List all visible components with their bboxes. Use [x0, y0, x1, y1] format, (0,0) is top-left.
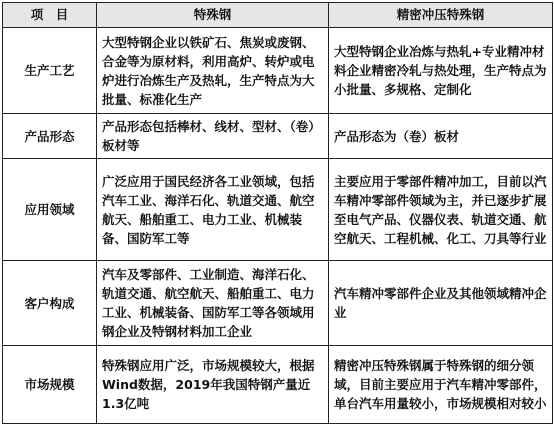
special-steel-cell: 大型特钢企业以铁矿石、焦炭或废钢、合金等为原材料，利用高炉、转炉或电炉进行冶炼生产及热轧，生产特点为大批量、标准化生产: [97, 28, 329, 114]
comparison-table: [2, 2, 553, 424]
special-steel-cell: 产品形态包括棒材、线材、型材、（卷）板材等: [97, 114, 329, 159]
row-label: 应用领域: [3, 159, 97, 261]
header-item: 项 目: [3, 3, 97, 28]
table-row: [3, 28, 553, 114]
header-precision-steel: 精密冲压特殊钢: [329, 3, 553, 28]
precision-steel-cell: 主要应用于零部件精冲加工，目前以汽车精冲零部件领域为主，并已逐步扩展至电气产品、仪器仪表、轨道交通、航空航天、工程机械、化工、刀具等行业: [329, 159, 553, 261]
table-row: [3, 114, 553, 159]
special-steel-cell: 广泛应用于国民经济各工业领域，包括汽车工业、海洋石化、轨道交通、航空航天、船舶重工、电力工业、机械装备、国防军工等: [97, 159, 329, 261]
table-row: [3, 159, 553, 261]
table-row: [3, 346, 553, 424]
special-steel-cell: 汽车及零部件、工业制造、海洋石化、轨道交通、航空航天、船舶重工、电力工业、机械装备、国防军工等各领域用钢企业及特钢材料加工企业: [97, 261, 329, 346]
table-row: [3, 261, 553, 346]
precision-steel-cell: 大型特钢企业冶炼与热轧+专业精冲材料企业精密冷轧与热处理，生产特点为小批量、多规格、定制化: [329, 28, 553, 114]
row-label: 客户构成: [3, 261, 97, 346]
table-header-row: [3, 3, 553, 28]
header-special-steel: 特殊钢: [97, 3, 329, 28]
row-label: 产品形态: [3, 114, 97, 159]
precision-steel-cell: 产品形态为（卷）板材: [329, 114, 553, 159]
precision-steel-cell: 汽车精冲零部件企业及其他领域精冲企业: [329, 261, 553, 346]
special-steel-cell: 特殊钢应用广泛，市场规模较大，根据Wind数据，2019年我国特钢产量近1.3亿吨: [97, 346, 329, 424]
row-label: 市场规模: [3, 346, 97, 424]
row-label: 生产工艺: [3, 28, 97, 114]
precision-steel-cell: 精密冲压特殊钢属于特殊钢的细分领域，目前主要应用于汽车精冲零部件，单台汽车用量较小，市场规模相对较小: [329, 346, 553, 424]
